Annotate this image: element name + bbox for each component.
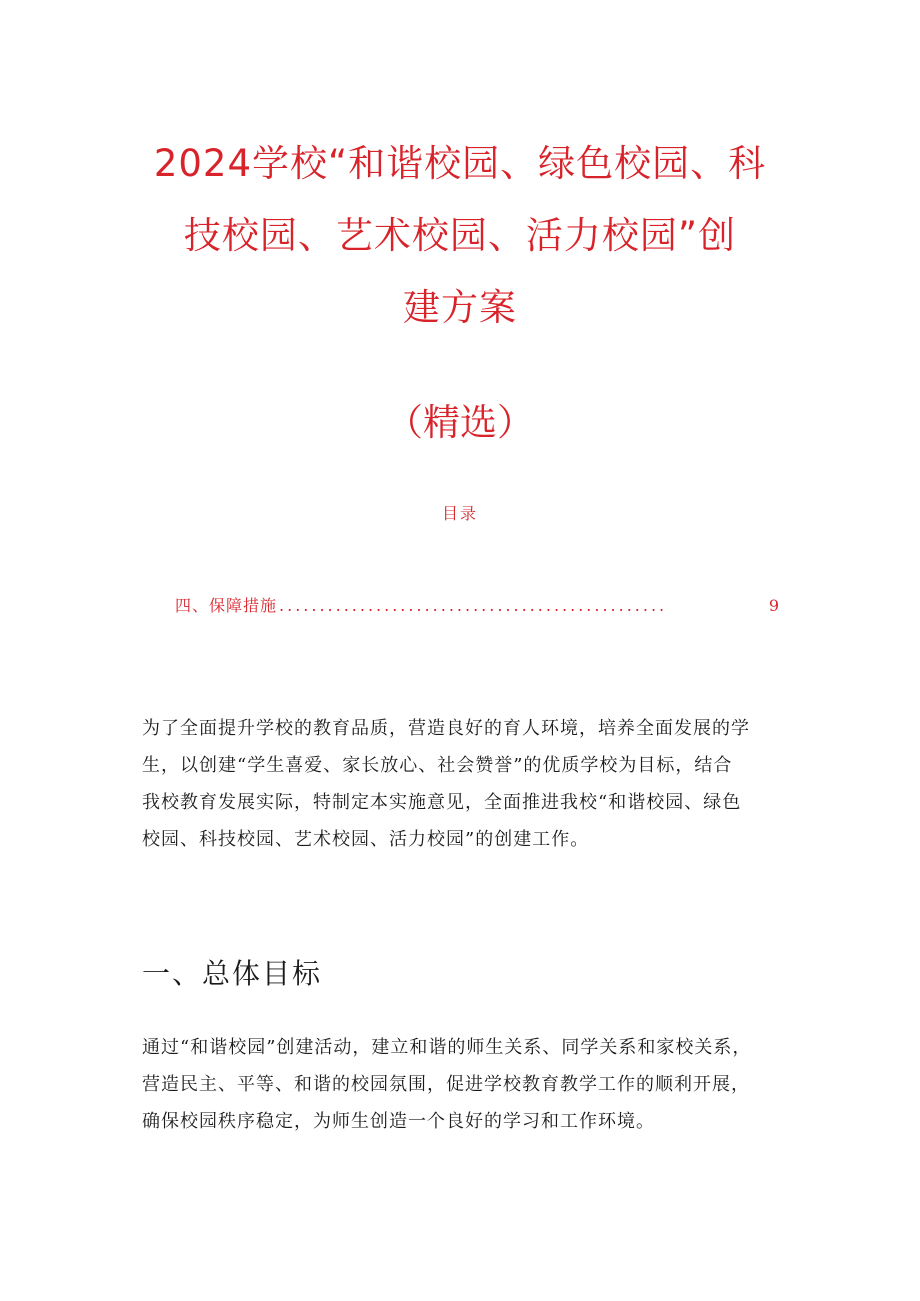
section-paragraph-overall-goal — [142, 1029, 792, 1140]
section-line-1: 通过“和谐校园”创建活动，建立和谐的师生关系、同学关系和家校关系， — [142, 1037, 752, 1058]
intro-line-3: 我校教育发展实际，特制定本实施意见，全面推进我校“和谐校园、绿色 — [142, 792, 742, 813]
title-line-3: 建方案 — [403, 286, 517, 329]
section-line-3: 确保校园秩序稳定，为师生创造一个良好的学习和工作环境。 — [142, 1111, 655, 1132]
toc-entry-label: 四、保障措施 — [175, 596, 278, 615]
toc-entry-page-number: 9 — [768, 596, 780, 615]
intro-line-2: 生，以创建“学生喜爱、家长放心、社会赞誉”的优质学校为目标，结合 — [142, 755, 733, 776]
intro-line-4: 校园、科技校园、艺术校园、活力校园”的创建工作。 — [142, 829, 590, 850]
toc-entry-leader-dots: ................................................ — [279, 596, 668, 615]
title-line-2: 技校园、艺术校园、活力校园”创 — [183, 214, 737, 257]
section-heading-overall-goal: 一、总体目标 — [142, 957, 323, 990]
toc-entry[interactable] — [175, 594, 780, 618]
section-line-2: 营造民主、平等、和谐的校园氛围，促进学校教育教学工作的顺利开展， — [142, 1074, 750, 1095]
toc-heading: 目录 — [441, 504, 478, 523]
title-line-1: 2024学校“和谐校园、绿色校园、科 — [153, 142, 767, 185]
intro-line-1: 为了全面提升学校的教育品质，营造良好的育人环境，培养全面发展的学 — [142, 718, 750, 739]
document-subtitle: （精选） — [386, 401, 534, 444]
intro-paragraph — [142, 710, 792, 858]
document-title — [110, 128, 810, 344]
